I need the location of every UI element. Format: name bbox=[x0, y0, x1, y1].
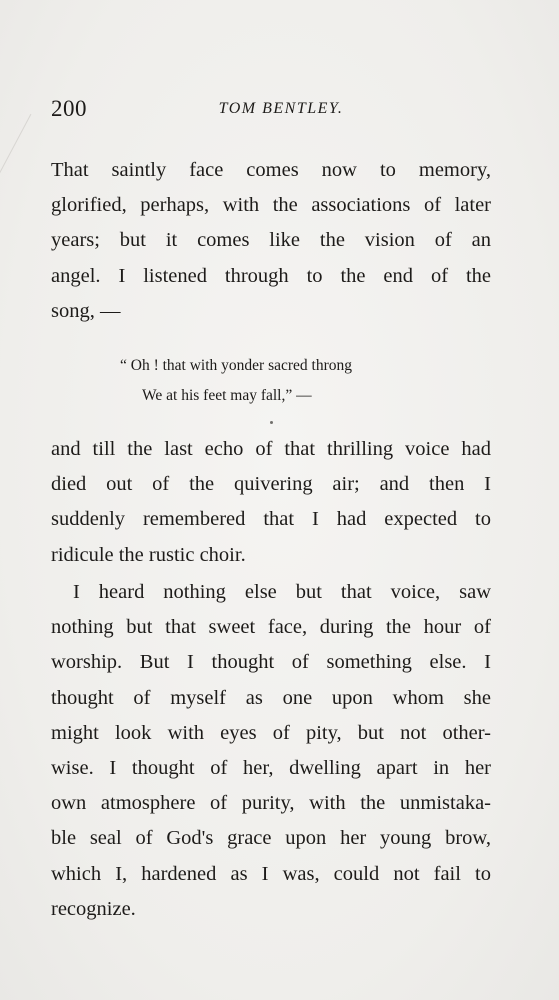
verse-line: “ Oh ! that with yonder sacred throng bbox=[120, 357, 353, 374]
paragraph-1 bbox=[51, 153, 491, 329]
text-line: recognize. bbox=[51, 897, 136, 920]
paragraph-3 bbox=[51, 575, 491, 927]
text-line: worship. But I thought of something else. I bbox=[51, 651, 491, 674]
text-line: might look with eyes of pity, but not other- bbox=[51, 721, 491, 744]
text-line: years; but it comes like the vision of an bbox=[51, 229, 491, 252]
verse-line: We at his feet may fall,” — bbox=[142, 387, 312, 404]
text-line: own atmosphere of purity, with the unmistaka- bbox=[51, 792, 491, 815]
text-line: ble seal of God's grace upon her young brow, bbox=[51, 827, 491, 850]
text-line: thought of myself as one upon whom she bbox=[51, 686, 491, 709]
text-line: died out of the quivering air; and then I bbox=[51, 473, 491, 496]
ink-speck bbox=[270, 421, 273, 424]
text-line: nothing but that sweet face, during the hour of bbox=[51, 616, 491, 639]
page-scratch-mark bbox=[0, 114, 31, 176]
running-head bbox=[51, 96, 491, 124]
text-line: suddenly remembered that I had expected to bbox=[51, 508, 491, 531]
page-number: 200 bbox=[51, 96, 87, 121]
paragraph-2 bbox=[51, 432, 491, 573]
running-title: TOM BENTLEY. bbox=[218, 100, 344, 117]
text-line: which I, hardened as I was, could not fail to bbox=[51, 862, 491, 885]
text-line: angel. I listened through to the end of the bbox=[51, 264, 491, 287]
verse-quotation bbox=[120, 351, 352, 411]
text-line: That saintly face comes now to memory, bbox=[51, 159, 491, 181]
text-line: and till the last echo of that thrilling voice had bbox=[51, 438, 491, 460]
text-line: song, — bbox=[51, 299, 121, 322]
text-line: glorified, perhaps, with the associations of later bbox=[51, 194, 491, 217]
text-line: wise. I thought of her, dwelling apart in her bbox=[51, 757, 491, 780]
text-line: ridicule the rustic choir. bbox=[51, 543, 246, 566]
text-line: I heard nothing else but that voice, saw bbox=[73, 581, 491, 603]
